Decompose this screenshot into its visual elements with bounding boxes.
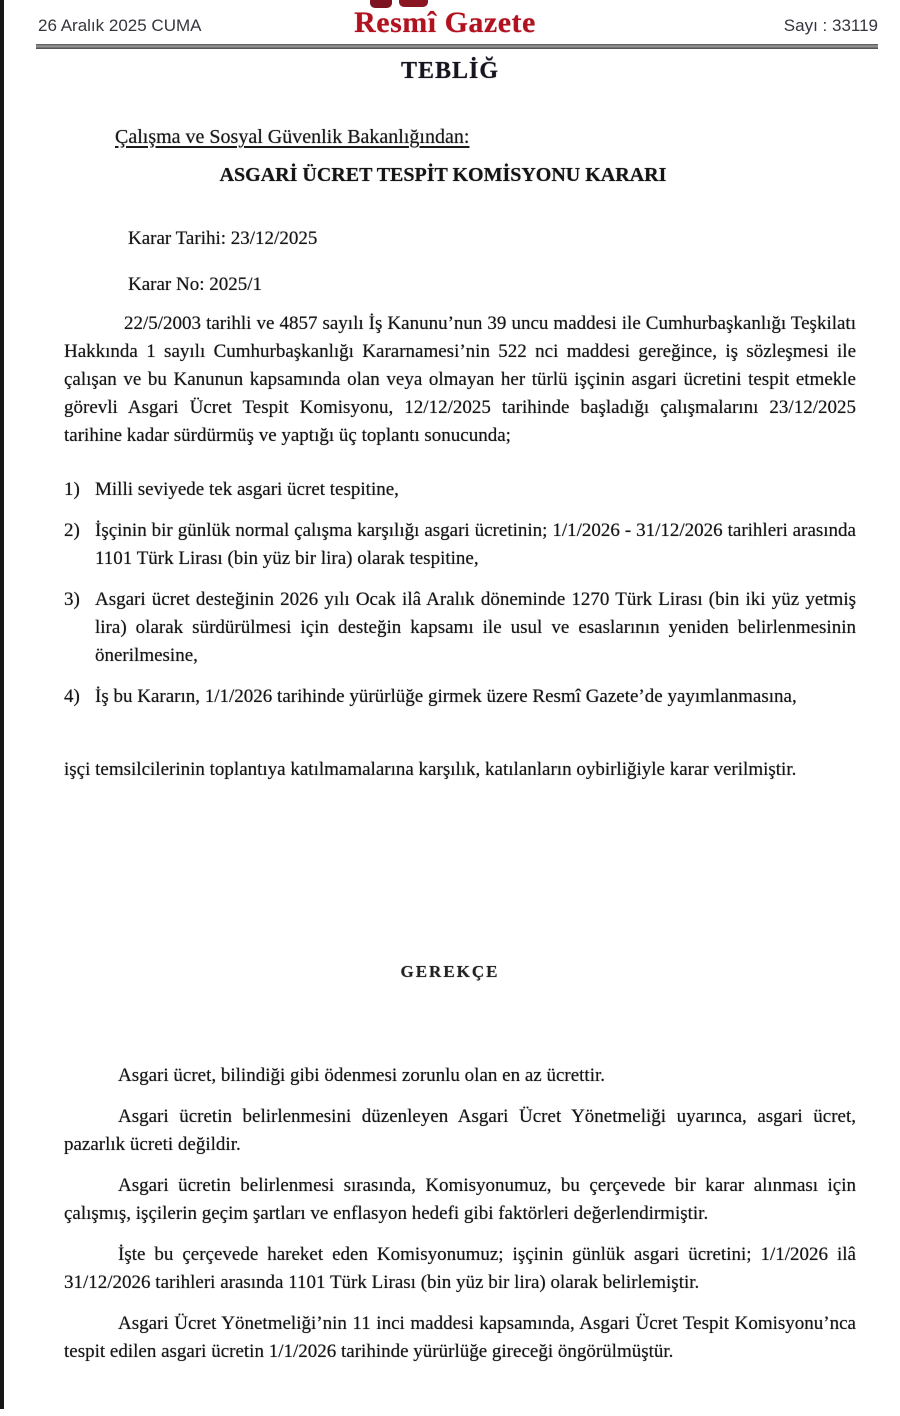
gazette-date: 26 Aralık 2025 CUMA	[38, 16, 202, 35]
item-text: İşçinin bir günlük normal çalışma karşılığı asgari ücretinin; 1/1/2026 - 31/12/2026 tarihleri arasında 1101 Türk Lirası (bin yüz bir lira) olarak tespitine,	[95, 520, 856, 569]
rationale-heading: GEREKÇE	[400, 962, 500, 981]
item-text: İş bu Kararın, 1/1/2026 tarihinde yürürlüğe girmek üzere Resmî Gazete’de yayımlanmasına,	[95, 686, 797, 707]
item-number: 4)	[64, 686, 80, 707]
rationale-paragraph: İşte bu çerçevede hareket eden Komisyonumuz; işçinin günlük asgari ücretini; 1/1/2026 ilâ 31/12/2026 tarihleri arasında 1101 Türk Lirası (bin yüz bir lira) olarak belirlemiştir.	[64, 1244, 856, 1293]
ministry-heading: Çalışma ve Sosyal Güvenlik Bakanlığından:	[115, 126, 470, 148]
item-text: Asgari ücret desteğinin 2026 yılı Ocak ilâ Aralık döneminde 1270 Türk Lirası (bin iki yüz yetmiş lira) olarak sürdürülmesi için desteğin kapsamı ile usul ve esaslarının yeniden belirlenmesinin önerilmesine,	[95, 589, 856, 666]
rationale-paragraph: Asgari ücretin belirlenmesi sırasında, Komisyonumuz, bu çerçevede bir karar alınması için çalışmış, işçilerin geçim şartları ve enflasyon hedefi gibi faktörleri değerlendirmiştir.	[64, 1175, 856, 1224]
item-number: 3)	[64, 589, 80, 610]
item-number: 2)	[64, 520, 80, 541]
decision-item	[64, 517, 856, 573]
item-text: Milli seviyede tek asgari ücret tespitine,	[95, 479, 399, 500]
header-divider	[36, 44, 878, 49]
gazette-title: Resmî Gazete	[354, 6, 536, 39]
rationale-paragraph: Asgari ücretin belirlenmesini düzenleyen Asgari Ücret Yönetmeliği uyarınca, asgari ücret, pazarlık ücreti değildir.	[64, 1106, 856, 1155]
intro-paragraph: 22/5/2003 tarihli ve 4857 sayılı İş Kanunu’nun 39 uncu maddesi ile Cumhurbaşkanlığı Teşkilatı Hakkında 1 sayılı Cumhurbaşkanlığı Kararnamesi’nin 522 nci maddesi gereğince, iş sözleşmesi ile çalışan ve bu Kanunun kapsamında olan veya olmayan her türlü işçinin asgari ücretini tespit etmekle görevli Asgari Ücret Tespit Komisyonu, 12/12/2025 tarihinde başladığı çalışmalarını 23/12/2025 tarihine kadar sürdürmüş ve yaptığı üç toplantı sonucunda;	[64, 313, 856, 446]
decision-item	[64, 476, 856, 504]
rationale-section	[64, 1062, 856, 1379]
decision-item	[64, 683, 856, 711]
rationale-paragraph: Asgari ücret, bilindiği gibi ödenmesi zorunlu olan en az ücrettir.	[118, 1065, 606, 1086]
decision-title: ASGARİ ÜCRET TESPİT KOMİSYONU KARARI	[219, 164, 667, 186]
closing-paragraph: işçi temsilcilerinin toplantıya katılmamalarına karşılık, katılanların oybirliğiyle karar verilmiştir.	[64, 759, 797, 780]
section-heading-teblig: TEBLİĞ	[400, 58, 500, 84]
decision-items-list	[64, 476, 856, 724]
decision-date: Karar Tarihi: 23/12/2025	[128, 228, 318, 249]
item-number: 1)	[64, 479, 80, 500]
rationale-paragraph: Asgari Ücret Yönetmeliği’nin 11 inci maddesi kapsamında, Asgari Ücret Tespit Komisyonu’nca tespit edilen asgari ücretin 1/1/2026 tarihinde yürürlüğe gireceği öngörülmüştür.	[64, 1313, 856, 1362]
decision-number: Karar No: 2025/1	[128, 274, 263, 295]
gazette-issue-number: Sayı : 33119	[783, 16, 878, 35]
scan-edge-artifact	[0, 0, 4, 1409]
decision-item	[64, 586, 856, 670]
